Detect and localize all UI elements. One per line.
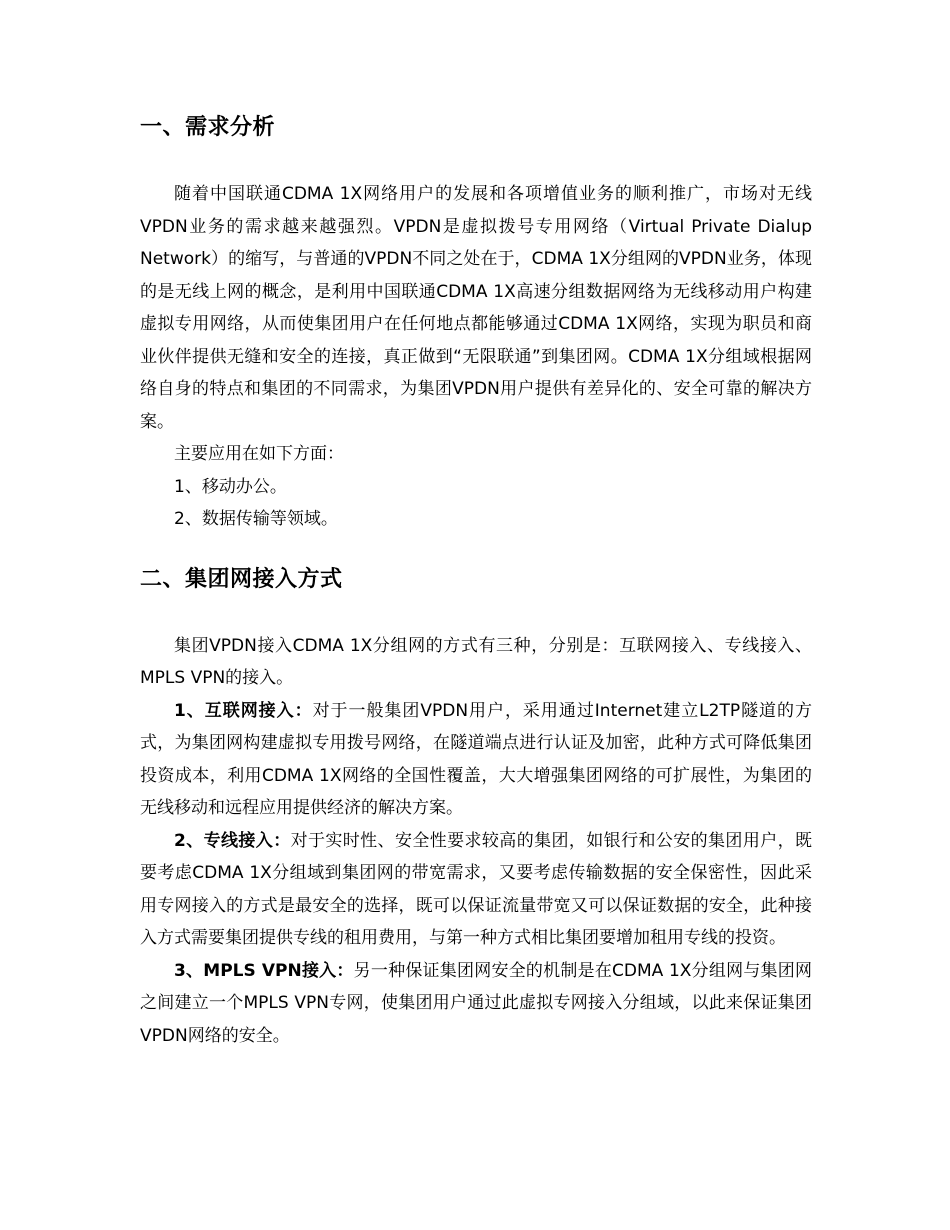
section-2-heading: 二、集团网接入方式 — [140, 566, 343, 592]
section-1-paragraph: 随着中国联通CDMA 1X网络用户的发展和各项增值业务的顺利推广，市场对无线VPDN业务的需求越来越强烈。VPDN是虚拟拨号专用网络（Virtual Private Dialup Network）的缩写，与普通的VPDN不同之处在于，CDMA 1X分组网的VPDN业务，体现的是无线上网的概念，是利用中国联通CDMA 1X高速分组数据网络为无线移动用户构建虚拟专用网络，从而使集团用户在任何地点都能够通过CDMA 1X网络，实现为职员和商业伙伴提供无缝和安全的连接，真正做到“无限联通”到集团网。CDMA 1X分组域根据网络自身的特点和集团的不同需求，为集团VPDN用户提供有差异化的、安全可靠的解决方案。 — [140, 184, 812, 432]
access-method-mpls-vpn-text: 另一种保证集团网安全的机制是在CDMA 1X分组网与集团网之间建立一个MPLS VPN专网，使集团用户通过此虚拟专网接入分组域，以此来保证集团VPDN网络的安全。 — [140, 960, 812, 1046]
access-method-leased-line-lead: 2、专线接入： — [174, 830, 291, 851]
applications-intro: 主要应用在如下方面： — [174, 444, 344, 464]
section-1-heading: 一、需求分析 — [140, 115, 276, 140]
application-item-1: 1、移动办公。 — [174, 476, 287, 497]
access-method-internet-text: 对于一般集团VPDN用户，采用通过Internet建立L2TP隧道的方式，为集团网构建虚拟专用拨号网络，在隧道端点进行认证及加密，此种方式可降低集团投资成本，利用CDMA 1X网络的全国性覆盖，大大增强集团网络的可扩展性，为集团的无线移动和远程应用提供经济的解决方案。 — [140, 700, 812, 818]
section-2-intro: 集团VPDN接入CDMA 1X分组网的方式有三种，分别是：互联网接入、专线接入、MPLS VPN的接入。 — [140, 635, 812, 688]
access-method-leased-line — [140, 825, 812, 955]
access-method-mpls-vpn — [140, 955, 812, 1053]
access-method-internet-lead: 1、互联网接入： — [174, 700, 313, 721]
document-page — [140, 112, 812, 1052]
access-method-internet — [140, 695, 812, 825]
access-method-leased-line-text: 对于实时性、安全性要求较高的集团，如银行和公安的集团用户，既要考虑CDMA 1X分组域到集团网的带宽需求，又要考虑传输数据的安全保密性，因此采用专网接入的方式是最安全的选择，既可以保证流量带宽又可以保证数据的安全，此种接入方式需要集团提供专线的租用费用，与第一种方式相比集团要增加租用专线的投资。 — [140, 830, 812, 948]
application-item-2: 2、数据传输等领域。 — [174, 509, 338, 529]
access-method-mpls-vpn-lead: 3、MPLS VPN接入： — [174, 960, 354, 981]
